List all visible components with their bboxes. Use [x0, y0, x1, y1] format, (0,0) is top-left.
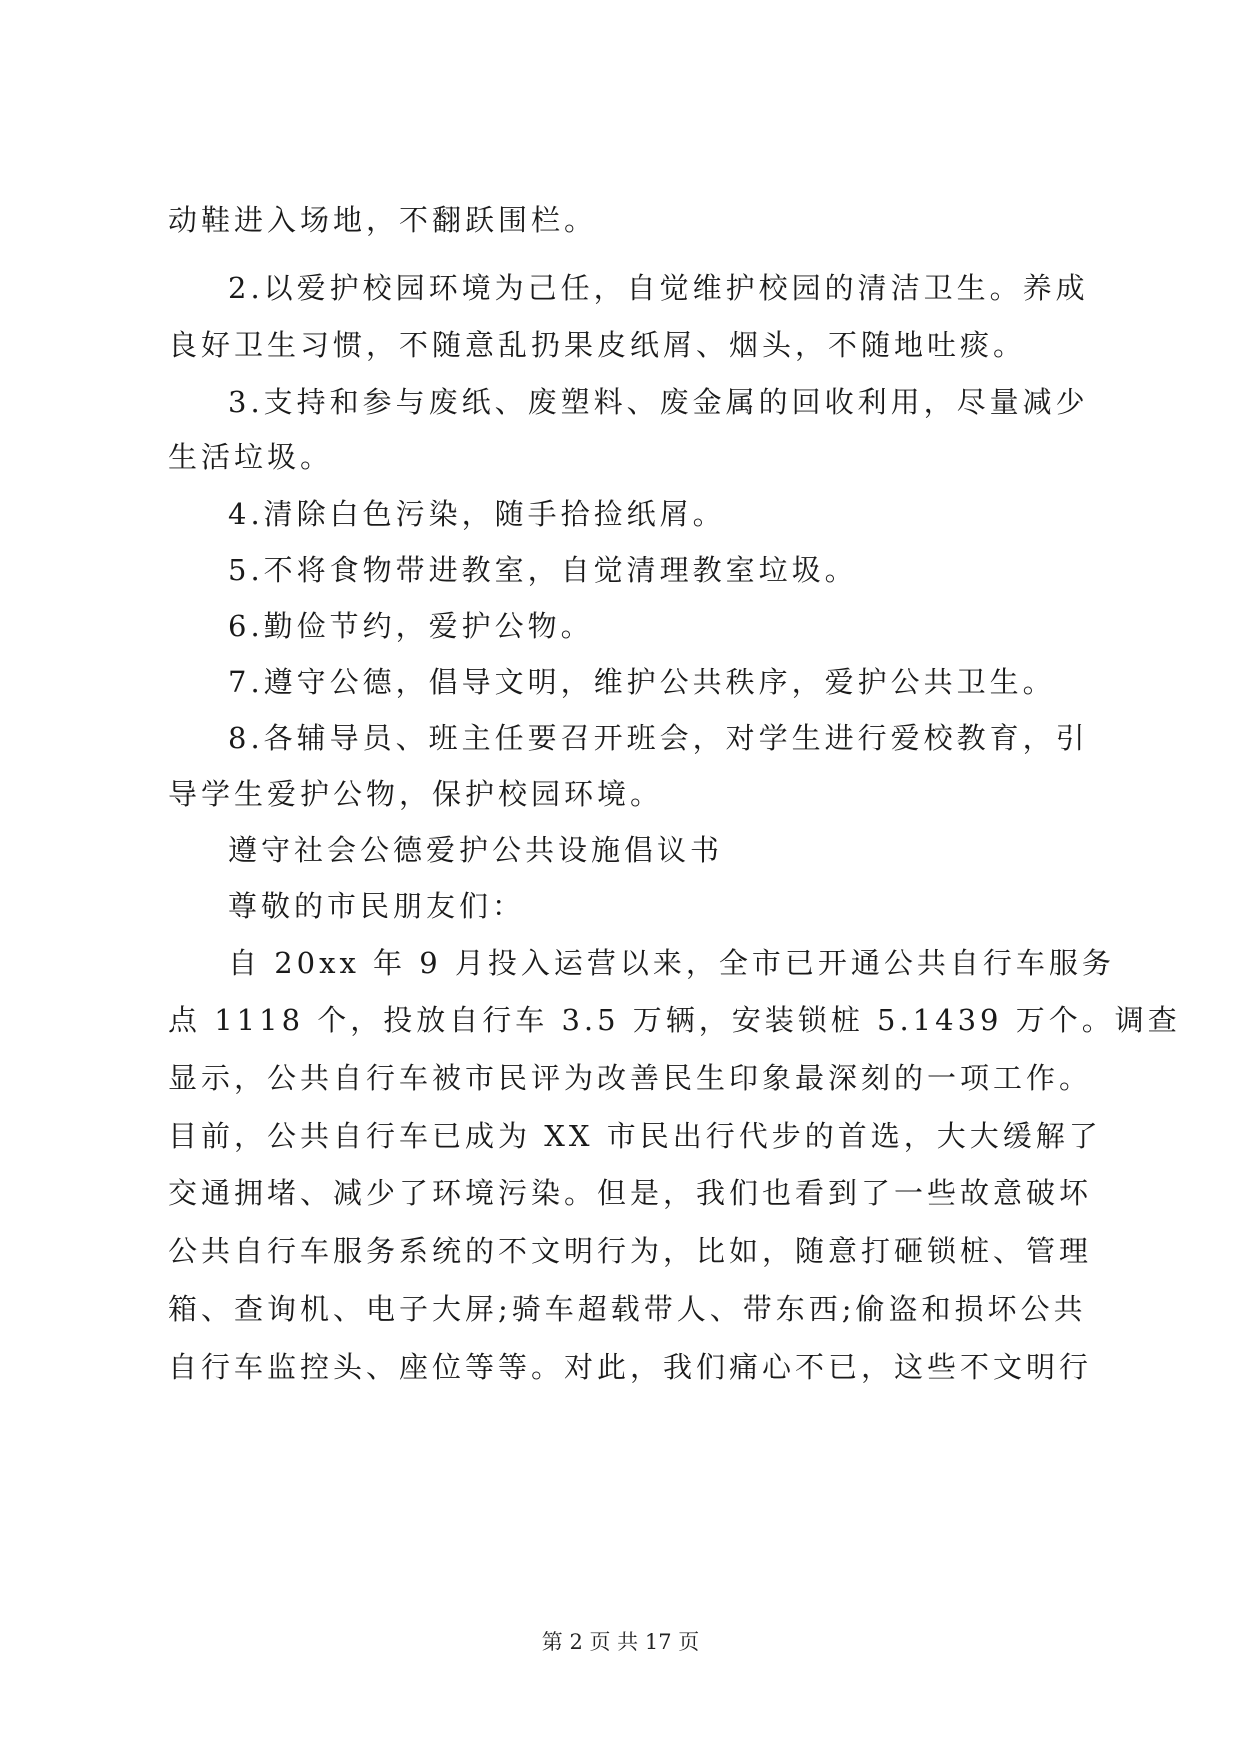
text-line: 7.遵守公德，倡导文明，维护公共秩序，爱护公共卫生。	[228, 665, 1056, 699]
text-line: 4.清除白色污染，随手拾捡纸屑。	[228, 497, 726, 531]
text-line: 目前，公共自行车已成为 XX 市民出行代步的首选，大大缓解了	[168, 1119, 1102, 1153]
section-title: 遵守社会公德爱护公共设施倡议书	[228, 833, 724, 867]
text-line: 点 1118 个，投放自行车 3.5 万辆，安装锁桩 5.1439 万个。调查	[168, 1003, 1181, 1037]
text-line: 公共自行车服务系统的不文明行为，比如，随意打砸锁桩、管理	[168, 1234, 1093, 1268]
text-line: 良好卫生习惯，不随意乱扔果皮纸屑、烟头，不随地吐痰。	[168, 328, 1027, 362]
text-line: 生活垃圾。	[168, 440, 334, 474]
text-line: 动鞋进入场地，不翻跃围栏。	[168, 203, 598, 237]
text-line: 箱、查询机、电子大屏;骑车超载带人、带东西;偷盗和损坏公共	[168, 1292, 1087, 1326]
text-line: 6.勤俭节约，爱护公物。	[228, 609, 594, 643]
text-line: 8.各辅导员、班主任要召开班会，对学生进行爱校教育，引	[228, 721, 1089, 755]
page-number-footer: 第 2 页 共 17 页	[541, 1630, 700, 1654]
text-line: 导学生爱护公物，保护校园环境。	[168, 777, 664, 811]
text-line: 交通拥堵、减少了环境污染。但是，我们也看到了一些故意破坏	[168, 1176, 1093, 1210]
text-line: 显示，公共自行车被市民评为改善民生印象最深刻的一项工作。	[168, 1061, 1093, 1095]
text-line: 自行车监控头、座位等等。对此，我们痛心不已，这些不文明行	[168, 1350, 1093, 1384]
salutation: 尊敬的市民朋友们：	[228, 889, 526, 923]
text-line: 自 20xx 年 9 月投入运营以来，全市已开通公共自行车服务	[228, 946, 1115, 980]
text-line: 3.支持和参与废纸、废塑料、废金属的回收利用，尽量减少	[228, 385, 1089, 419]
text-line: 5.不将食物带进教室，自觉清理教室垃圾。	[228, 553, 858, 587]
text-line: 2.以爱护校园环境为己任，自觉维护校园的清洁卫生。养成	[228, 271, 1089, 305]
